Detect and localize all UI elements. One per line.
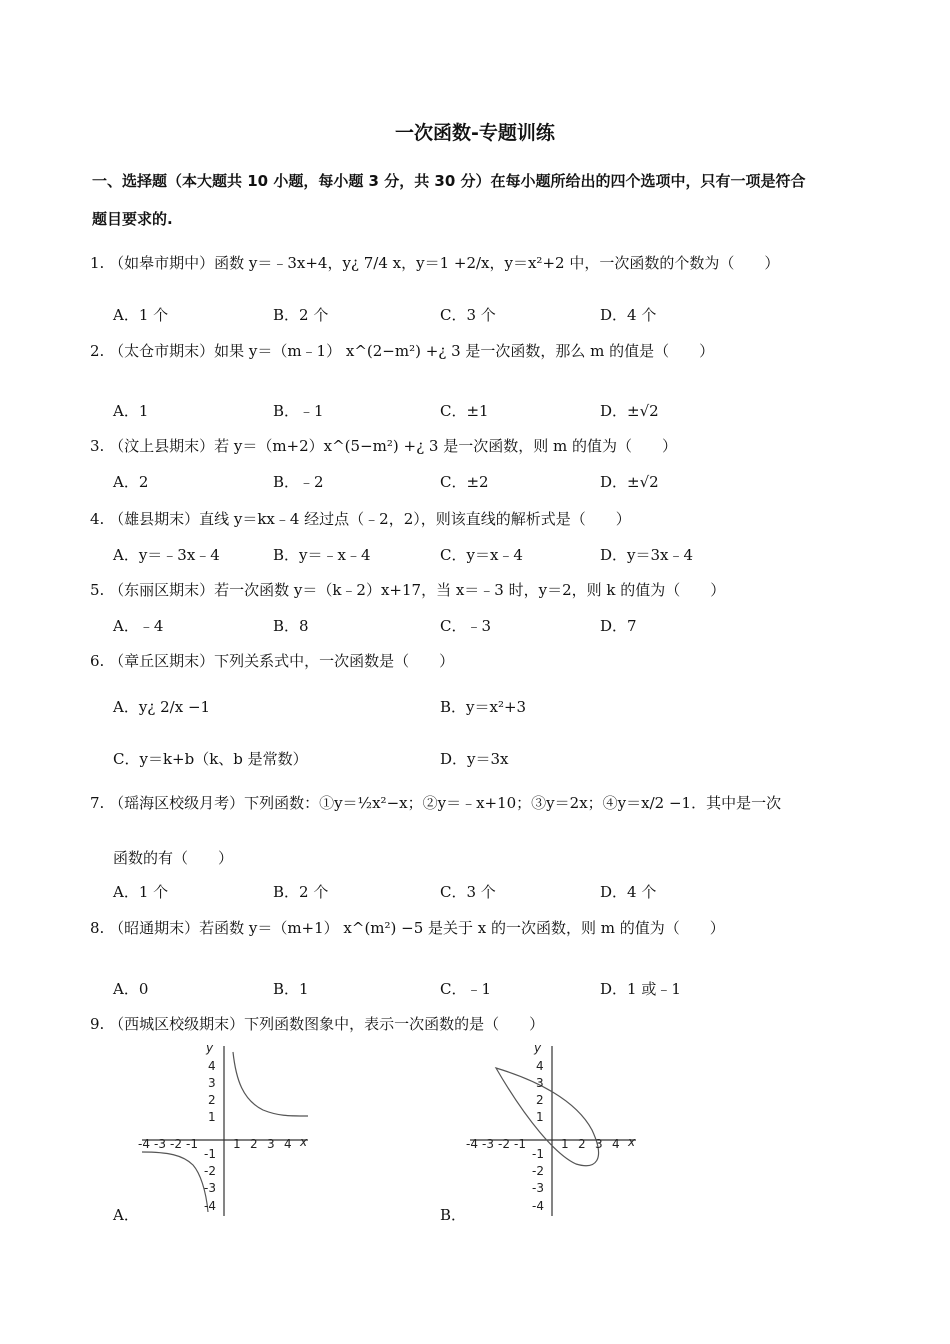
q6-option-b[interactable]: B．y＝x²+3 (440, 698, 527, 716)
q8-option-c[interactable]: C．﹣1 (440, 980, 492, 998)
graph-b-tick-x: -3 (482, 1137, 494, 1151)
graph-b-tick-y: -4 (532, 1199, 544, 1213)
q4-option-c[interactable]: C．y＝x﹣4 (440, 546, 523, 564)
q5-option-c[interactable]: C．﹣3 (440, 617, 492, 635)
graph-b-y-label: y (534, 1041, 542, 1055)
q6-option-d[interactable]: D．y＝3x (440, 750, 509, 768)
q4-option-d[interactable]: D．y＝3x﹣4 (600, 546, 694, 564)
question-1: 1. （如皋市期中）函数 y＝﹣3x+4，y¿ 7/4 x，y＝1 +2/x，y＝x²+2 中，一次函数的个数为（ ） (90, 254, 780, 272)
section-header-line2: 题目要求的. (92, 210, 173, 228)
graph-a-tick-y: 4 (208, 1059, 216, 1073)
q2-option-b[interactable]: B．﹣1 (273, 402, 324, 420)
q3-option-d[interactable]: D．±√2 (600, 473, 659, 491)
q2-option-c[interactable]: C．±1 (440, 402, 489, 420)
q5-option-a[interactable]: A．﹣4 (113, 617, 164, 635)
graph-a-y-label: y (206, 1041, 214, 1055)
question-7: 7. （瑶海区校级月考）下列函数：①y＝½x²−x；②y＝﹣x+10；③y＝2x；④y＝x/2 −1．其中是一次 (90, 794, 782, 812)
graph-a-tick-x: -2 (170, 1137, 182, 1151)
graph-a-tick-x: 4 (284, 1137, 292, 1151)
q7-option-a[interactable]: A．1 个 (113, 883, 169, 901)
section-header-line1: 一、选择题（本大题共 10 小题，每小题 3 分，共 30 分）在每小题所给出的四个选项中，只有一项是符合 (92, 172, 806, 190)
q1-option-b[interactable]: B．2 个 (273, 306, 329, 324)
q8-option-b[interactable]: B．1 (273, 980, 309, 998)
q5-option-b[interactable]: B．8 (273, 617, 309, 635)
page-title: 一次函数-专题训练 (395, 122, 555, 144)
graph-a-tick-y: -1 (204, 1147, 216, 1161)
graph-b-tick-x: 4 (612, 1137, 620, 1151)
graph-b-x-label: x (628, 1135, 636, 1149)
q8-option-a[interactable]: A．0 (113, 980, 149, 998)
q2-option-d[interactable]: D．±√2 (600, 402, 659, 420)
graph-b[interactable] (466, 1040, 646, 1220)
q4-option-a[interactable]: A．y＝﹣3x﹣4 (113, 546, 220, 564)
graph-a-tick-x: -4 (138, 1137, 150, 1151)
graph-b-tick-x: -2 (498, 1137, 510, 1151)
question-6: 6. （章丘区期末）下列关系式中，一次函数是（ ） (90, 652, 455, 670)
q8-option-d[interactable]: D．1 或﹣1 (600, 980, 681, 998)
graph-a-tick-x: -1 (186, 1137, 198, 1151)
graph-b-tick-y: 3 (536, 1076, 544, 1090)
graph-b-tick-y: -1 (532, 1147, 544, 1161)
graph-b-tick-y: -2 (532, 1164, 544, 1178)
graph-a-tick-x: 3 (267, 1137, 275, 1151)
graph-b-tick-x: 1 (561, 1137, 569, 1151)
graph-a-x-label: x (300, 1135, 308, 1149)
question-2: 2. （太仓市期末）如果 y＝（m﹣1） x^(2−m²) +¿ 3 是一次函数，那么 m 的值是（ ） (90, 342, 715, 360)
graph-b-tick-x: 2 (578, 1137, 586, 1151)
graph-b-tick-x: -1 (514, 1137, 526, 1151)
graph-a-curve-upper (233, 1052, 308, 1116)
q3-option-c[interactable]: C．±2 (440, 473, 489, 491)
q6-option-a[interactable]: A．y¿ 2/x −1 (113, 698, 211, 716)
graph-a-tick-y: 3 (208, 1076, 216, 1090)
question-7-continued: 函数的有（ ） (113, 849, 234, 867)
question-3: 3. （汶上县期末）若 y＝（m+2）x^(5−m²) +¿ 3 是一次函数，则 m 的值为（ ） (90, 437, 677, 455)
q6-option-c[interactable]: C．y＝k+b（k、b 是常数） (113, 750, 308, 768)
graph-a-tick-y: 1 (208, 1110, 216, 1124)
graph-a-tick-y: -4 (204, 1199, 216, 1213)
graph-a-tick-y: 2 (208, 1093, 216, 1107)
q9-option-b[interactable]: B． (440, 1206, 467, 1224)
graph-b-tick-x: 3 (595, 1137, 603, 1151)
graph-a[interactable] (138, 1040, 318, 1220)
graph-a-tick-x: -3 (154, 1137, 166, 1151)
graph-a-tick-y: -2 (204, 1164, 216, 1178)
graph-a-tick-y: -3 (204, 1181, 216, 1195)
q7-option-d[interactable]: D．4 个 (600, 883, 657, 901)
question-9: 9. （西城区校级期末）下列函数图象中，表示一次函数的是（ ） (90, 1015, 545, 1033)
q5-option-d[interactable]: D．7 (600, 617, 637, 635)
question-8: 8. （昭通期末）若函数 y＝（m+1） x^(m²) −5 是关于 x 的一次函数，则 m 的值为（ ） (90, 919, 725, 937)
question-5: 5. （东丽区期末）若一次函数 y＝（k﹣2）x+17，当 x＝﹣3 时，y＝2，则 k 的值为（ ） (90, 581, 726, 599)
q7-option-b[interactable]: B．2 个 (273, 883, 329, 901)
graph-b-tick-y: 2 (536, 1093, 544, 1107)
graph-b-tick-x: -4 (466, 1137, 478, 1151)
q1-option-d[interactable]: D．4 个 (600, 306, 657, 324)
q4-option-b[interactable]: B．y＝﹣x﹣4 (273, 546, 371, 564)
graph-a-tick-x: 1 (233, 1137, 241, 1151)
q1-option-c[interactable]: C．3 个 (440, 306, 496, 324)
q9-option-a[interactable]: A． (113, 1206, 139, 1224)
graph-a-curve-lower (142, 1152, 208, 1212)
q2-option-a[interactable]: A．1 (113, 402, 149, 420)
question-4: 4. （雄县期末）直线 y＝kx﹣4 经过点（﹣2，2），则该直线的解析式是（ ） (90, 510, 631, 528)
graph-a-tick-x: 2 (250, 1137, 258, 1151)
graph-b-curve (496, 1068, 599, 1166)
graph-b-tick-y: 4 (536, 1059, 544, 1073)
q1-option-a[interactable]: A．1 个 (113, 306, 169, 324)
graph-b-tick-y: 1 (536, 1110, 544, 1124)
q7-option-c[interactable]: C．3 个 (440, 883, 496, 901)
q3-option-b[interactable]: B．﹣2 (273, 473, 324, 491)
q3-option-a[interactable]: A．2 (113, 473, 149, 491)
graph-b-tick-y: -3 (532, 1181, 544, 1195)
